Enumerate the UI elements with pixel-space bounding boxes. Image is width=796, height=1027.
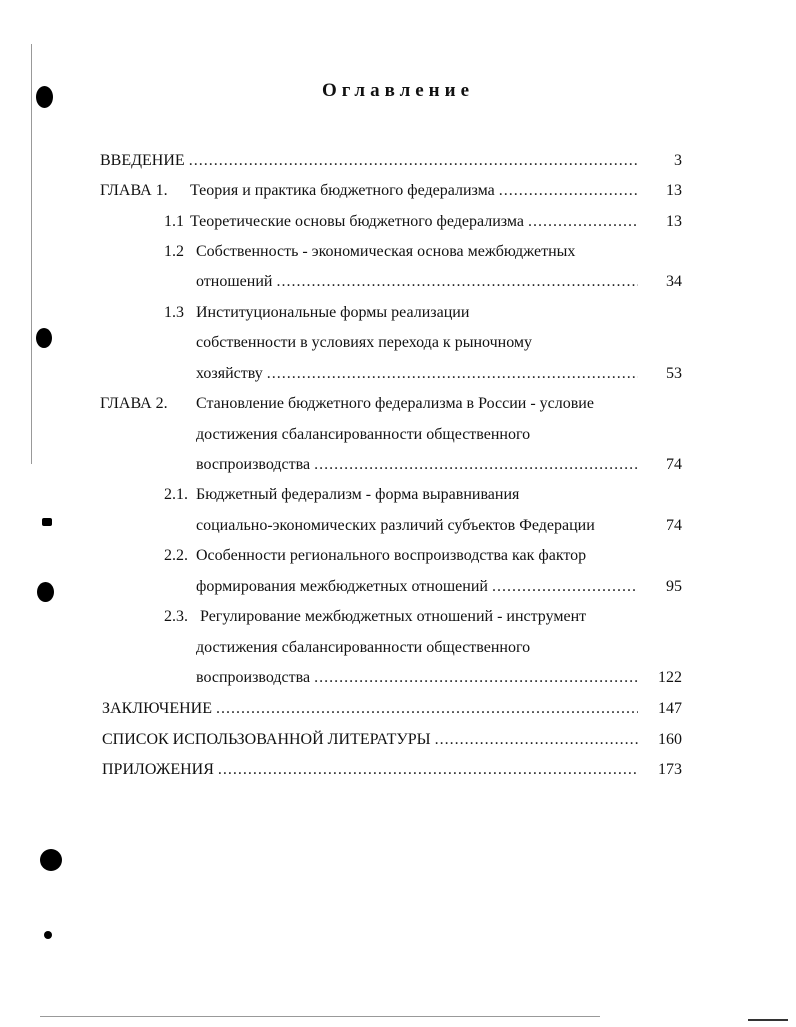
toc-ch1-title: Теория и практика бюджетного федерализма [190,182,495,199]
toc-ch2-line2: достижения сбалансированности общественного [196,426,531,443]
toc-s12-num: 1.2 [164,243,184,260]
toc-intro-page: 3 [674,152,682,169]
toc-conclusion-label: ЗАКЛЮЧЕНИЕ [102,700,212,717]
leader-dots [435,729,638,751]
bottom-corner-mark [748,1019,788,1021]
punch-hole-6 [44,931,52,939]
toc-ch1-page: 13 [666,182,682,199]
toc-ch2-page: 74 [666,456,682,473]
toc-entry-intro [100,150,642,172]
toc-s11-page: 13 [666,213,682,230]
leader-dots [276,271,638,293]
leader-dots [492,576,638,598]
toc-entry-ch1 [190,180,642,202]
toc-entry-s11 [190,211,642,233]
toc-ch2-label: ГЛАВА 2. [100,395,168,412]
toc-s23-num: 2.3. [164,608,188,625]
toc-s13-line2: собственности в условиях перехода к рыночному [196,334,533,351]
toc-s23-line1: Регулирование межбюджетных отношений - инструмент [200,608,587,625]
toc-entry-conclusion [102,698,642,720]
leader-dots [314,667,638,689]
toc-s21-line1: Бюджетный федерализм - форма выравнивания [196,486,520,503]
toc-appendices-page: 173 [658,761,682,778]
toc-s23-line3: воспроизводства [196,669,311,686]
toc-s22-page: 95 [666,578,682,595]
leader-dots [499,180,638,202]
toc-entry-s12 [196,271,642,293]
toc-s22-line2: формирования межбюджетных отношений [196,578,488,595]
toc-entry-references [102,729,642,751]
toc-entry-s23 [196,667,642,689]
toc-entry-appendices [102,759,642,781]
leader-dots [314,454,638,476]
toc-s13-page: 53 [666,365,682,382]
toc-s21-num: 2.1. [164,486,188,503]
punch-hole-2 [36,328,52,348]
toc-s12-page: 34 [666,273,682,290]
punch-hole-4 [37,582,54,602]
toc-s11-title: Теоретические основы бюджетного федерализма [190,213,524,230]
leader-dots [216,698,638,720]
page-title: Оглавление [321,80,475,101]
toc-s13-line1: Институциональные формы реализации [196,304,470,321]
toc-entry-ch2 [196,454,642,476]
toc-s21-page: 74 [666,517,682,534]
toc-s12-line2: отношений [196,273,273,290]
toc-entry-s22 [196,576,642,598]
leader-dots [189,150,638,172]
left-margin-line [31,44,32,464]
toc-ch2-line1: Становление бюджетного федерализма в России - условие [196,395,594,412]
toc-s21-line2: социально-экономических различий субъектов Федерации [196,517,595,534]
toc-s13-num: 1.3 [164,304,184,321]
toc-s12-line1: Собственность - экономическая основа межбюджетных [196,243,576,260]
toc-ch2-line3: воспроизводства [196,456,311,473]
toc-s22-num: 2.2. [164,547,188,564]
leader-dots [528,211,638,233]
toc-s11-num: 1.1 [164,213,184,230]
toc-references-page: 160 [658,731,682,748]
toc-s23-line2: достижения сбалансированности общественного [196,639,531,656]
bottom-edge-line [40,1016,600,1017]
toc-s23-page: 122 [658,669,682,686]
toc-ch1-label: ГЛАВА 1. [100,182,168,199]
punch-hole-5 [40,849,62,871]
punch-hole-3 [42,518,52,526]
toc-s22-line1: Особенности регионального воспроизводства как фактор [196,547,587,564]
toc-s13-line3: хозяйству [196,365,263,382]
toc-intro-label: ВВЕДЕНИЕ [100,152,185,169]
leader-dots [267,363,638,385]
toc-references-label: СПИСОК ИСПОЛЬЗОВАННОЙ ЛИТЕРАТУРЫ [102,731,431,748]
toc-entry-s13 [196,363,642,385]
toc-conclusion-page: 147 [658,700,682,717]
toc-appendices-label: ПРИЛОЖЕНИЯ [102,761,214,778]
leader-dots [218,759,638,781]
